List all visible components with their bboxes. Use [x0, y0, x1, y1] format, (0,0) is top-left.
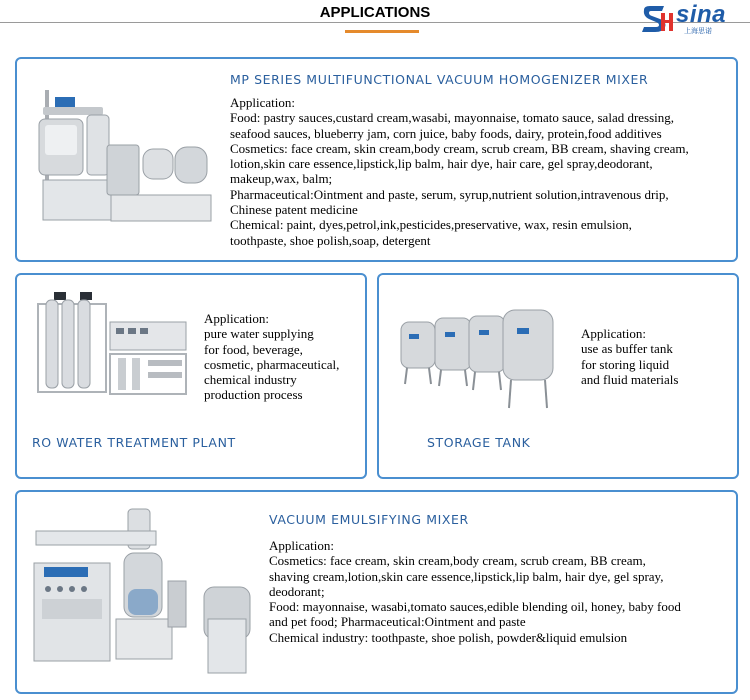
description-line: toothpaste, shoe polish,soap, detergent: [230, 232, 431, 248]
title-accent-bar: [345, 30, 419, 33]
description-line: Food: pastry sauces,custard cream,wasabi, mayonnaise, tomato sauce, salad dressing,: [230, 110, 675, 126]
logo-subtitle: 上海思诺: [684, 28, 712, 35]
vacuum-emulsifying-description: [269, 538, 681, 645]
description-line: Food: mayonnaise, wasabi,tomato sauces,edible blending oil, honey, baby food: [269, 599, 681, 615]
description-line: Chemical: paint, dyes,petrol,ink,pesticides,preservative, wax, resin emulsion,: [230, 217, 632, 233]
description-line: lotion,skin care essence,lipstick,lip balm, hair dye, hair care, gel spray,deodorant,: [230, 156, 653, 172]
description-line: production process: [204, 387, 303, 403]
description-line: pure water supplying: [204, 326, 314, 342]
ro-water-title: RO WATER TREATMENT PLANT: [32, 435, 236, 450]
description-line: Application:: [581, 326, 646, 341]
ro-water-plant-photo: [32, 290, 192, 410]
storage-tanks-photo: [395, 300, 560, 415]
storage-tank-title: STORAGE TANK: [427, 435, 531, 450]
mp-series-title: MP SERIES MULTIFUNCTIONAL VACUUM HOMOGENIZER MIXER: [230, 72, 649, 87]
description-line: Pharmaceutical:Ointment and paste, serum, syrup,nutrient solution,intravenous drip,: [230, 186, 669, 202]
description-line: shaving cream,lotion,skin care essence,lipstick,lip balm, hair dye, gel spray,: [269, 568, 664, 584]
description-line: and pet food; Pharmaceutical:Ointment and paste: [269, 614, 526, 630]
description-line: Cosmetics: face cream, skin cream,body cream, scrub cream, BB cream, shaving cream,: [230, 140, 689, 156]
description-line: use as buffer tank: [581, 341, 673, 357]
description-line: Chemical industry: toothpaste, shoe polish, powder&liquid emulsion: [269, 629, 628, 645]
description-line: deodorant;: [269, 583, 325, 599]
description-line: Application:: [269, 538, 334, 553]
ro-water-description: [204, 311, 339, 403]
description-line: Application:: [230, 95, 295, 110]
description-line: Application:: [204, 311, 269, 326]
description-line: for storing liquid: [581, 356, 670, 372]
brand-logo: [640, 1, 748, 35]
storage-tank-description: [581, 326, 678, 387]
description-line: cosmetic, pharmaceutical,: [204, 356, 340, 372]
description-line: chemical industry: [204, 372, 297, 388]
vacuum-emulsifying-mixer-photo: [28, 507, 253, 687]
description-line: and fluid materials: [581, 371, 679, 387]
description-line: Cosmetics: face cream, skin cream,body cream, scrub cream, BB cream,: [269, 553, 646, 569]
header-divider: [0, 22, 750, 23]
logo-wordmark: sina: [676, 1, 727, 28]
mp-series-description: [230, 95, 689, 248]
description-line: seafood sauces, blueberry jam, corn juice, baby foods, dairy, protein,food additives: [230, 125, 662, 141]
description-line: for food, beverage,: [204, 341, 303, 357]
page-title: APPLICATIONS: [319, 4, 431, 21]
description-line: makeup,wax, balm;: [230, 171, 333, 187]
description-line: Chinese patent medicine: [230, 202, 358, 218]
homogenizer-mixer-photo: [25, 85, 215, 235]
logo-mark-icon: [640, 4, 674, 34]
vacuum-emulsifying-title: VACUUM EMULSIFYING MIXER: [269, 512, 469, 527]
